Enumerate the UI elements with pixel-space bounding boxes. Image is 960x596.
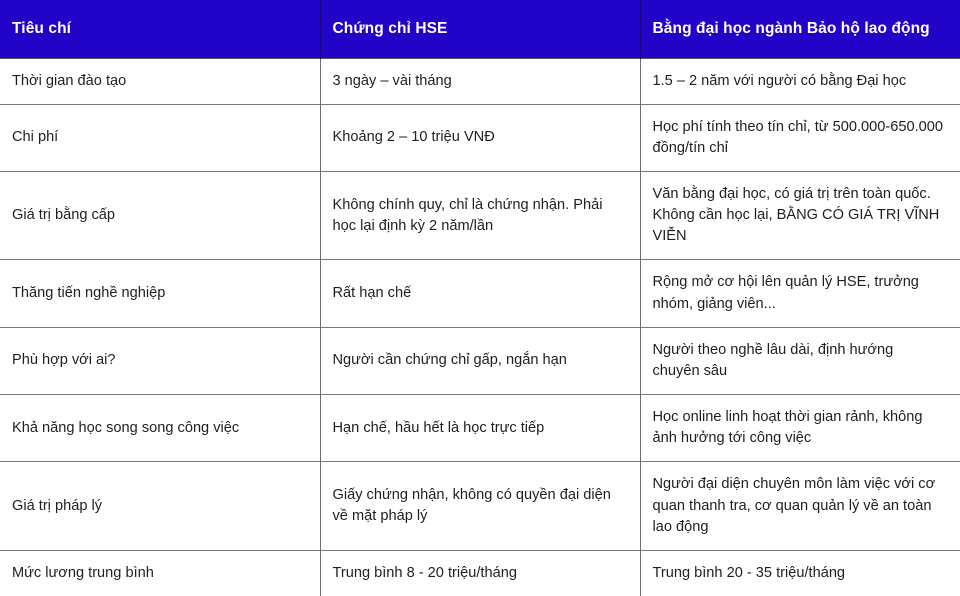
cell-degree: Người theo nghề lâu dài, định hướng chuyên sâu: [640, 327, 960, 394]
cell-certificate: Rất hạn chế: [320, 260, 640, 327]
cell-certificate: Người cần chứng chỉ gấp, ngắn hạn: [320, 327, 640, 394]
table-row: [0, 550, 960, 596]
cell-certificate: Trung bình 8 - 20 triệu/tháng: [320, 550, 640, 596]
cell-degree: Học phí tính theo tín chỉ, từ 500.000-650.000 đồng/tín chỉ: [640, 104, 960, 171]
table-header: [0, 0, 960, 58]
cell-criteria: Thời gian đào tạo: [0, 58, 320, 104]
cell-certificate: Hạn chế, hầu hết là học trực tiếp: [320, 395, 640, 462]
cell-certificate: 3 ngày – vài tháng: [320, 58, 640, 104]
cell-degree: Học online linh hoạt thời gian rảnh, không ảnh hưởng tới công việc: [640, 395, 960, 462]
cell-certificate: Giấy chứng nhận, không có quyền đại diện về mặt pháp lý: [320, 462, 640, 550]
cell-criteria: Chi phí: [0, 104, 320, 171]
table-row: [0, 171, 960, 259]
cell-degree: Văn bằng đại học, có giá trị trên toàn quốc. Không cần học lại, BẰNG CÓ GIÁ TRỊ VĨNH VIỄN: [640, 171, 960, 259]
cell-certificate: Khoảng 2 – 10 triệu VNĐ: [320, 104, 640, 171]
table-body: [0, 58, 960, 596]
cell-criteria: Phù hợp với ai?: [0, 327, 320, 394]
column-header-criteria: Tiêu chí: [0, 0, 320, 58]
table-row: [0, 260, 960, 327]
cell-criteria: Thăng tiến nghề nghiệp: [0, 260, 320, 327]
column-header-certificate: Chứng chỉ HSE: [320, 0, 640, 58]
cell-degree: Người đại diện chuyên môn làm việc với cơ quan thanh tra, cơ quan quản lý về an toàn lao động: [640, 462, 960, 550]
table-row: [0, 462, 960, 550]
cell-degree: Rộng mở cơ hội lên quản lý HSE, trưởng nhóm, giảng viên...: [640, 260, 960, 327]
table-row: [0, 395, 960, 462]
table-row: [0, 104, 960, 171]
cell-criteria: Giá trị pháp lý: [0, 462, 320, 550]
column-header-degree: Bằng đại học ngành Bảo hộ lao động: [640, 0, 960, 58]
table-header-row: [0, 0, 960, 58]
cell-certificate: Không chính quy, chỉ là chứng nhận. Phải học lại định kỳ 2 năm/lần: [320, 171, 640, 259]
cell-degree: 1.5 – 2 năm với người có bằng Đại học: [640, 58, 960, 104]
table-row: [0, 327, 960, 394]
cell-criteria: Mức lương trung bình: [0, 550, 320, 596]
cell-degree: Trung bình 20 - 35 triệu/tháng: [640, 550, 960, 596]
table-row: [0, 58, 960, 104]
cell-criteria: Khả năng học song song công việc: [0, 395, 320, 462]
cell-criteria: Giá trị bằng cấp: [0, 171, 320, 259]
